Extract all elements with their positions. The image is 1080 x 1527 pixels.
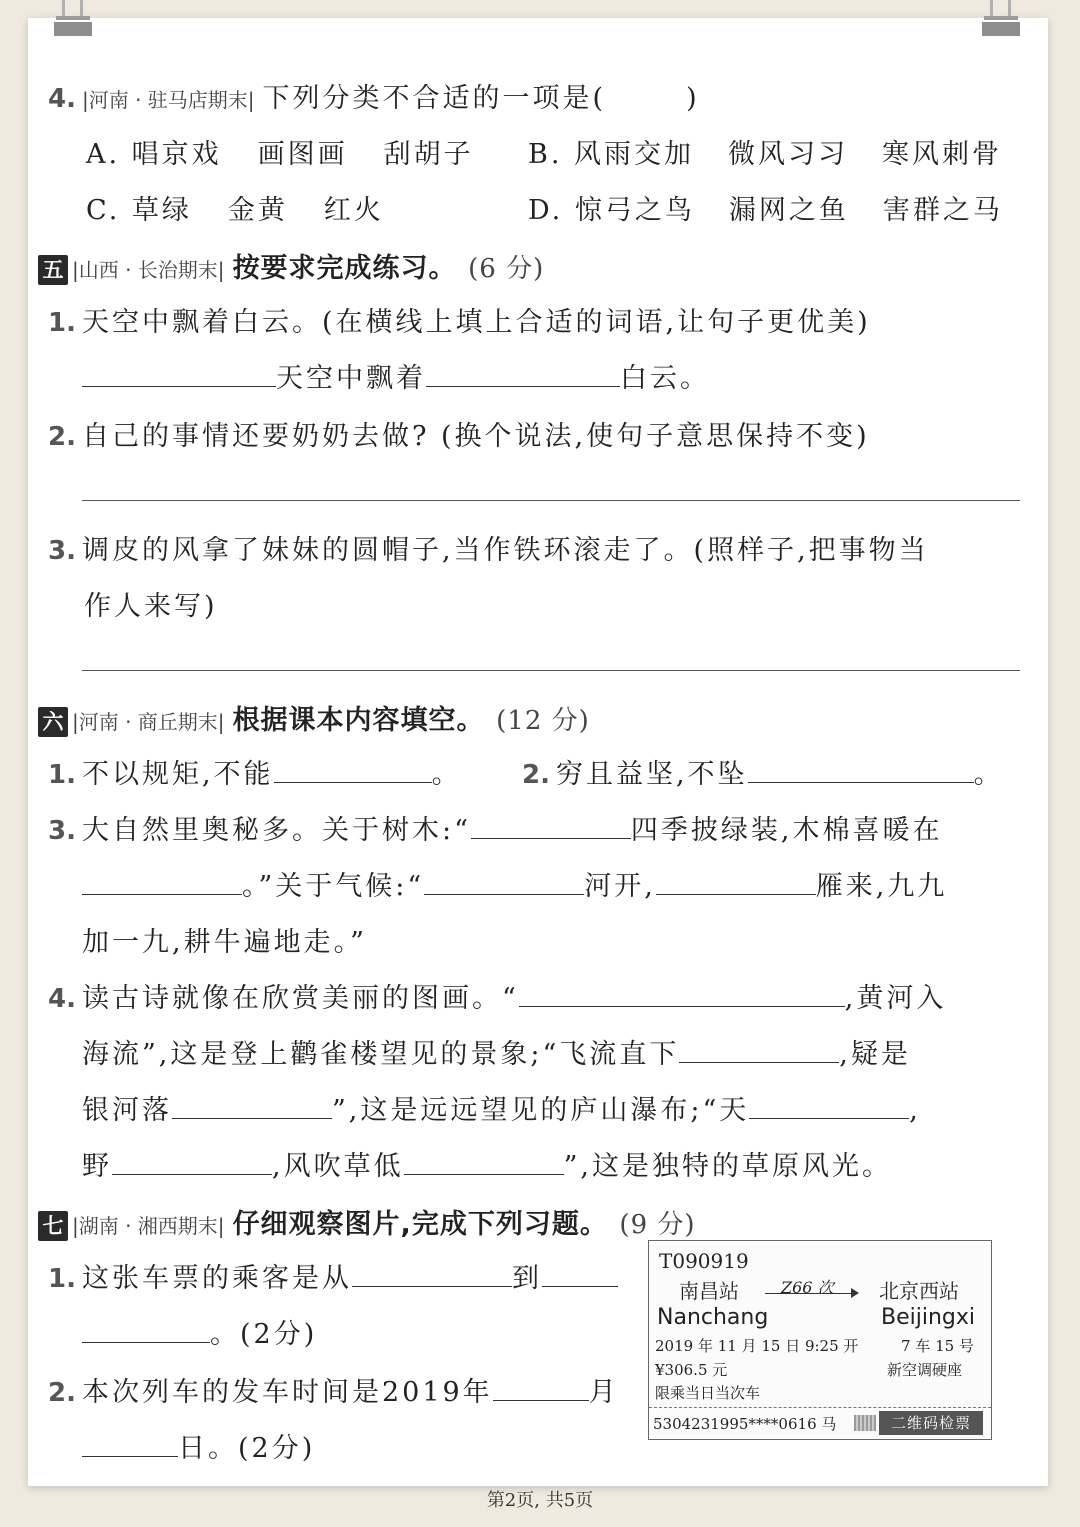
train-ticket bbox=[648, 1240, 992, 1440]
section-6-header: 六 |河南 · 商丘期末| 根据课本内容填空。 (12 分) bbox=[38, 698, 590, 737]
blank[interactable] bbox=[656, 870, 816, 895]
blank[interactable] bbox=[471, 814, 631, 839]
section-5-badge: 五 bbox=[38, 255, 68, 285]
sec6-q3-line3: 加一九,耕牛遍地走。” bbox=[82, 927, 367, 958]
sec5-q1-fill: 天空中飘着 白云。 bbox=[82, 356, 710, 395]
section-7-header: 七 |湖南 · 湘西期末| 仔细观察图片,完成下列习题。 (9 分) bbox=[38, 1202, 696, 1241]
section-5-header: 五 |山西 · 长治期末| 按要求完成练习。 (6 分) bbox=[38, 246, 544, 285]
blank[interactable] bbox=[82, 362, 276, 387]
sec6-q4: 4. 读古诗就像在欣赏美丽的图画。“ ,黄河入 bbox=[48, 983, 947, 1014]
blank[interactable] bbox=[352, 1262, 512, 1287]
ticket-check-label: 二维码检票 bbox=[879, 1411, 983, 1435]
ticket-from-en: Nanchang bbox=[657, 1305, 769, 1330]
blank[interactable] bbox=[82, 1432, 178, 1457]
sec5-q3-cont: 作人来写) bbox=[84, 591, 218, 622]
blank[interactable] bbox=[112, 1150, 272, 1175]
sec7-q2-line2: 日。(2分) bbox=[82, 1426, 315, 1465]
sec6-q1: 1. 不以规矩,不能 。 bbox=[48, 759, 462, 790]
binder-clip-right bbox=[980, 0, 1022, 40]
q4-option-d: D. 惊弓之鸟 漏网之鱼 害群之马 bbox=[528, 195, 1003, 226]
sec6-q4-line4: 野 ,风吹草低 ”,这是独特的草原风光。 bbox=[82, 1151, 892, 1182]
sec6-q4-line2: 海流”,这是登上鹳雀楼望见的景象;“飞流直下 ,疑是 bbox=[82, 1039, 911, 1070]
blank[interactable] bbox=[519, 982, 845, 1007]
ticket-seat-no: 7 车 15 号 bbox=[901, 1337, 974, 1355]
blank[interactable] bbox=[82, 870, 242, 895]
ticket-limit: 限乘当日当次车 bbox=[655, 1384, 761, 1402]
ticket-code: T090919 bbox=[659, 1249, 749, 1273]
sec6-q3: 3. 大自然里奥秘多。关于树木:“ 四季披绿装,木棉喜暖在 bbox=[48, 815, 943, 846]
qr-code-icon bbox=[854, 1415, 876, 1431]
binder-clip-left bbox=[52, 0, 94, 40]
page-footer: 第2页, 共5页 bbox=[486, 1490, 594, 1511]
blank[interactable] bbox=[679, 1038, 839, 1063]
sec5-q1: 1. 天空中飘着白云。(在横线上填上合适的词语,让句子更优美) bbox=[48, 307, 871, 338]
arrow-icon bbox=[765, 1293, 857, 1294]
ticket-id: 5304231995****0616 马 bbox=[653, 1415, 837, 1433]
ticket-to: 北京西站 bbox=[879, 1279, 959, 1303]
ticket-seat-type: 新空调硬座 bbox=[887, 1361, 963, 1379]
blank[interactable] bbox=[404, 1150, 564, 1175]
blank[interactable] bbox=[82, 1318, 210, 1343]
sec5-q2: 2. 自己的事情还要奶奶去做? (换个说法,使句子意思保持不变) bbox=[48, 421, 870, 452]
blank[interactable] bbox=[172, 1094, 332, 1119]
ticket-from: 南昌站 bbox=[679, 1279, 739, 1303]
sec7-q2: 2. 本次列车的发车时间是2019年 月 bbox=[48, 1377, 619, 1408]
blank[interactable] bbox=[749, 1094, 909, 1119]
blank[interactable] bbox=[424, 870, 584, 895]
section-7-badge: 七 bbox=[38, 1211, 68, 1241]
blank[interactable] bbox=[274, 758, 432, 783]
blank[interactable] bbox=[493, 1376, 589, 1401]
sec5-q3: 3. 调皮的风拿了妹妹的圆帽子,当作铁环滚走了。(照样子,把事物当 bbox=[48, 535, 929, 566]
ticket-datetime: 2019 年 11 月 15 日 9:25 开 bbox=[655, 1337, 859, 1355]
ticket-price: ¥306.5 元 bbox=[655, 1361, 728, 1379]
section-6-badge: 六 bbox=[38, 707, 68, 737]
ticket-train: Z66 次 bbox=[781, 1278, 834, 1297]
ticket-divider bbox=[649, 1407, 991, 1408]
answer-line[interactable] bbox=[82, 670, 1020, 671]
ticket-to-en: Beijingxi bbox=[881, 1305, 976, 1330]
q4-option-a: A. 唱京戏 画图画 刮胡子 bbox=[86, 139, 474, 170]
q4-stem: 4. |河南 · 驻马店期末| 下列分类不合适的一项是( ) bbox=[48, 83, 700, 114]
sec7-q1-line2: 。(2分) bbox=[82, 1312, 317, 1351]
sec7-q1: 1. 这张车票的乘客是从 到 bbox=[48, 1256, 618, 1295]
q4-option-b: B. 风雨交加 微风习习 寒风刺骨 bbox=[528, 139, 1003, 170]
blank[interactable] bbox=[542, 1262, 618, 1287]
blank[interactable] bbox=[748, 758, 974, 783]
sec6-q3-line2: 。”关于气候:“ 河开, 雁来,九九 bbox=[82, 864, 947, 903]
sec6-q4-line3: 银河落 ”,这是远远望见的庐山瀑布;“天 , bbox=[82, 1095, 921, 1126]
answer-line[interactable] bbox=[82, 500, 1020, 501]
q4-option-c: C. 草绿 金黄 红火 bbox=[86, 195, 384, 226]
blank[interactable] bbox=[426, 362, 620, 387]
sec6-q2: 2. 穷且益坚,不坠 。 bbox=[522, 759, 1004, 790]
